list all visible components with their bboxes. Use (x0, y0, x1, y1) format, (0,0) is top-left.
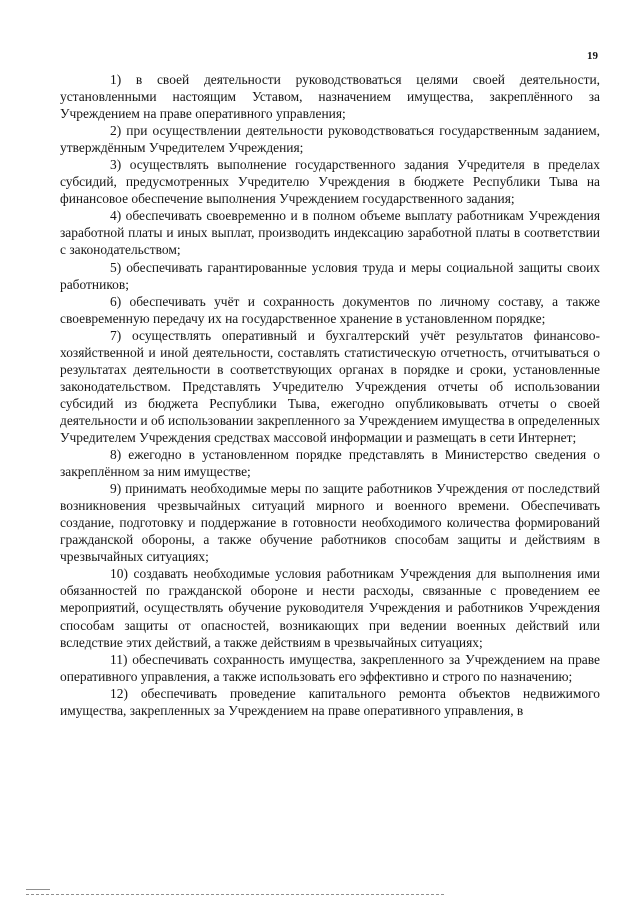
document-body (60, 71, 600, 719)
paragraph-item-7: 7) осуществлять оперативный и бухгалтерский учёт результатов финансово-хозяйственной и иной деятельности, составлять статистическую отчетность, отчитываться о результатах деятельности в соответствующих органах в порядке и сроки, установленные законодательством. Представлять Учредителю Учреждения отчеты об использовании субсидий из бюджета Республики Тыва, ежегодно опубликовывать отчеты о своей деятельности и об использовании закрепленного за Учреждением имущества в определенных Учредителем Учреждения средствах массовой информации и размещать в сети Интернет; (60, 327, 600, 445)
footer-rule (26, 894, 444, 895)
paragraph-item-3: 3) осуществлять выполнение государственного задания Учредителя в пределах субсидий, предусмотренных Учредителю Учреждения в бюджете Республики Тыва на финансовое обеспечение выполнения Учреждением государственного задания; (60, 157, 600, 207)
paragraph-item-4: 4) обеспечивать своевременно и в полном объеме выплату работникам Учреждения заработной платы и иных выплат, производить индексацию заработной платы в соответствии с законодательством; (60, 208, 600, 258)
paragraph-item-10: 10) создавать необходимые условия работникам Учреждения для выполнения ими обязанностей по гражданской обороне и нести расходы, связанные с проведением ее мероприятий, осуществлять обучение руководителя Учреждения и работников Учреждения способам защиты от опасностей, возникающих при ведении военных действий или вследствие этих действий, а также действиям в чрезвычайных ситуациях; (60, 566, 600, 650)
paragraph-item-6: 6) обеспечивать учёт и сохранность документов по личному составу, а также своевременную передачу их на государственное хранение в установленном порядке; (60, 293, 600, 326)
paragraph-item-5: 5) обеспечивать гарантированные условия труда и меры социальной защиты своих работников; (60, 259, 600, 292)
paragraph-item-12: 12) обеспечивать проведение капитального ремонта объектов недвижимого имущества, закрепленных за Учреждением на праве оперативного управления, в (60, 685, 600, 718)
paragraph-item-8: 8) ежегодно в установленном порядке представлять в Министерство сведения о закреплённом за ним имуществе; (60, 447, 600, 480)
paragraph-item-11: 11) обеспечивать сохранность имущества, закрепленного за Учреждением на праве оперативного управления, а также использовать его эффективно и строго по назначению; (60, 651, 600, 684)
paragraph-item-2: 2) при осуществлении деятельности руководствоваться государственным заданием, утверждённым Учредителем Учреждения; (60, 123, 600, 156)
paragraph-item-1: 1) в своей деятельности руководствоваться целями своей деятельности, установленными настоящим Уставом, назначением имущества, закреплённого за Учреждением на праве оперативного управления; (60, 72, 600, 122)
paragraph-item-9: 9) принимать необходимые меры по защите работников Учреждения от последствий возникновения чрезвычайных ситуаций мирного и военного времени. Обеспечивать создание, подготовку и поддержание в готовности необходимого количества формирований гражданской обороны, а также обучение работников способам защиты и действиям в чрезвычайных ситуациях; (60, 481, 600, 565)
page-number: 19 (587, 50, 598, 62)
footer-mark (26, 889, 50, 890)
